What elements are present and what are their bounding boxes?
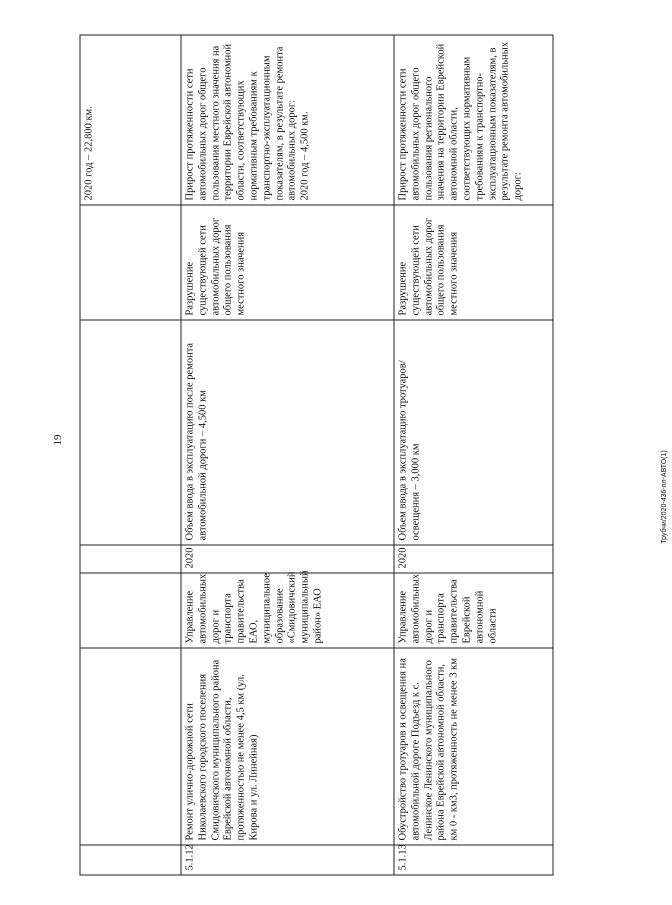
cell-indicator: Объем ввода в эксплуатацию тротуаров/освещения – 3,000 км: [394, 320, 553, 545]
page-number: 19: [52, 434, 64, 446]
cell-risk: [80, 205, 181, 320]
cell-measure-name: Ремонт улично-дорожной сети Николаевского городского поселения Смидовичского муниципального района Еврейской автономной области, протяженностью не менее 4,5 км (ул. Кирова и ул. Линейная): [181, 648, 394, 845]
measures-table-wrapper: [80, 36, 553, 876]
cell-risk: Разрушение существующей сети автомобильных дорог общего пользования местного значения: [394, 205, 553, 320]
measures-table: [80, 35, 554, 876]
table-row: [181, 35, 394, 875]
cell-year: 2020: [181, 545, 394, 573]
cell-executor: Управление автомобильных дорог и транспорта правительства Еврейской автономной области: [394, 573, 553, 648]
cell-note: Прирост протяженности сети автомобильных дорог общего пользования регионального значения на территории Еврейской автономной области, соответствующих нормативным требованиям к транспортно-эксплуатационным показателям, в результате ремонта автомобильных дорог:: [394, 35, 553, 205]
cell-number: 5.1.12: [181, 845, 394, 875]
cell-measure-name: [80, 648, 181, 845]
document-code: Трубчи/2020-436-пл-АВТО(1): [661, 450, 668, 544]
cell-number: [80, 845, 181, 875]
cell-indicator: Объем ввода в эксплуатацию после ремонта автомобильной дороги – 4,500 км: [181, 320, 394, 545]
cell-measure-name: Обустройство тротуаров и освещения на автомобильной дороге Подъезд к с. Ленинское Ленинского муниципального района Еврейской автономной области, км 0 - км3, протяженность не менее 3 км: [394, 648, 553, 845]
cell-year: [80, 545, 181, 573]
cell-year: 2020: [394, 545, 553, 573]
cell-executor: [80, 573, 181, 648]
cell-note: Прирост протяженности сети автомобильных дорог общего пользования местного значения на территории Еврейской автономной области, соответствующих нормативным требованиям к транспортно-эксплуатационным показателям, в результате ремонта автомобильных дорог: 2020 год – 4,500 км.: [181, 35, 394, 205]
table-row: [80, 35, 181, 875]
table-row: [394, 35, 553, 875]
cell-number: 5.1.13: [394, 845, 553, 875]
cell-indicator: [80, 320, 181, 545]
cell-executor: Управление автомобильных дорог и транспорта правительства ЕАО, муниципальное образование «Смидовичский муниципальный район» ЕАО: [181, 573, 394, 648]
cell-risk: Разрушение существующей сети автомобильных дорог общего пользования местного значения: [181, 205, 394, 320]
cell-note: 2020 год – 22,800 км.: [80, 35, 181, 205]
